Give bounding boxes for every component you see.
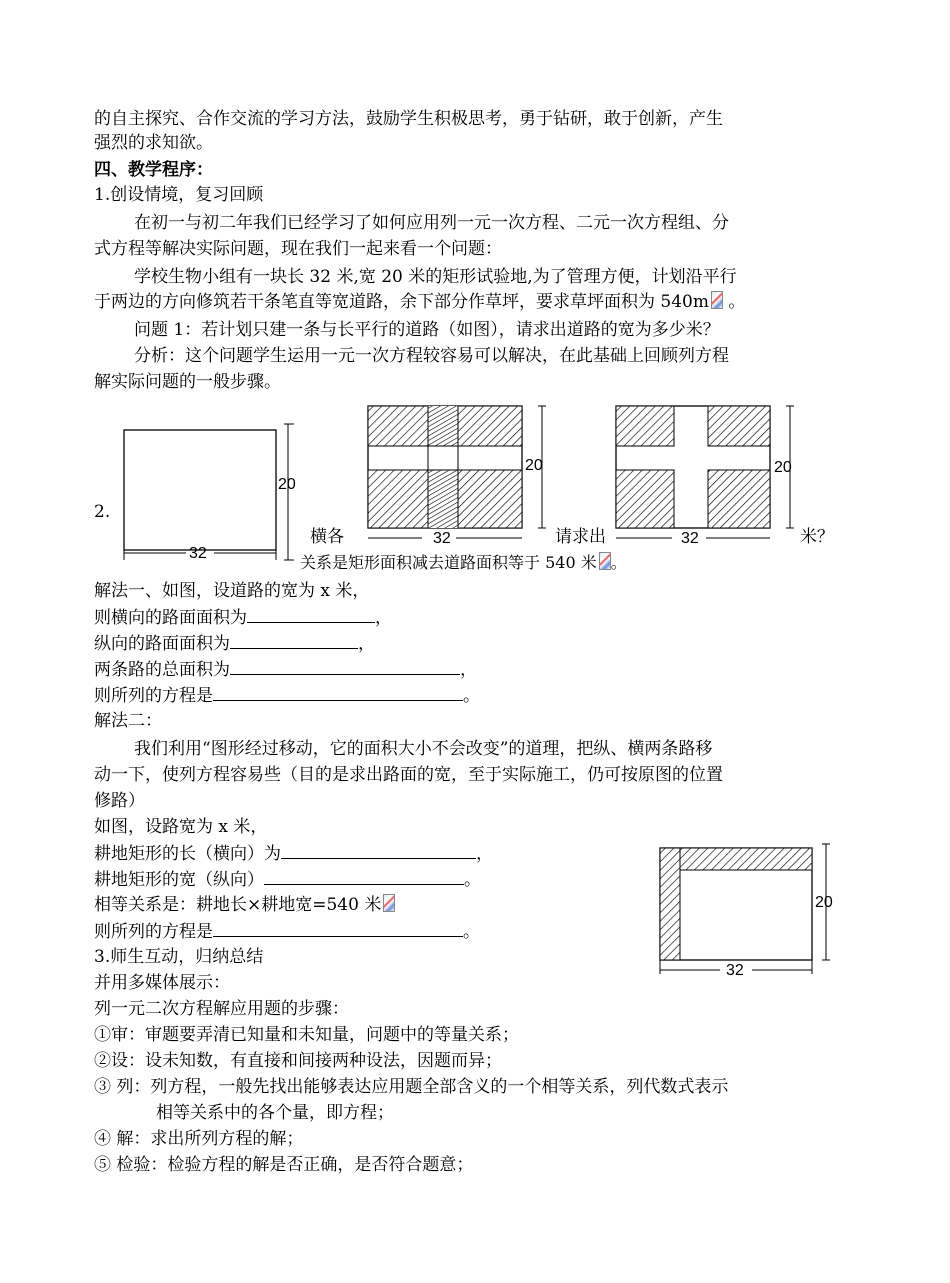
equation-object-icon bbox=[711, 291, 723, 309]
equation-object-icon bbox=[383, 894, 395, 912]
fill-blank-line: 则横向的路面面积为 ， bbox=[94, 605, 392, 630]
text-fragment: 请求出 bbox=[555, 527, 606, 547]
fill-blank-line: 纵向的路面面积为 ， bbox=[94, 631, 375, 656]
paragraph-line: 于两边的方向修筑若干条笔直等宽道路，余下部分作草坪，要求草坪面积为 540m 。 bbox=[94, 292, 746, 312]
paragraph-line: 列一元二次方程解应用题的步骤： bbox=[94, 999, 349, 1019]
fill-blank-line: 则所列的方程是 。 bbox=[94, 919, 480, 944]
text-fragment: 横各 bbox=[310, 527, 344, 547]
paragraph-line: 的自主探究、合作交流的学习方法，鼓励学生积极思考，勇于钻研，敢于创新，产生 bbox=[94, 109, 723, 129]
width-label: 32 bbox=[189, 545, 207, 562]
step-item: ④ 解：求出所列方程的解； bbox=[94, 1129, 304, 1149]
fill-blank-line: 耕地矩形的宽（纵向） 。 bbox=[94, 867, 481, 892]
fill-blank-line: 两条路的总面积为 ， bbox=[94, 657, 477, 682]
answer-blank[interactable] bbox=[213, 683, 463, 701]
equation-object-icon bbox=[599, 552, 611, 570]
width-label: 32 bbox=[433, 530, 451, 547]
subsection-title: 1.创设情境，复习回顾 bbox=[94, 185, 264, 205]
paragraph-line: 式方程等解决实际问题，现在我们一起来看一个问题： bbox=[94, 239, 502, 259]
paragraph-line: 修路） bbox=[94, 791, 145, 811]
height-label: 20 bbox=[278, 476, 296, 493]
method-title: 解法一、如图，设道路的宽为 x 米， bbox=[94, 581, 370, 601]
section-heading: 四、教学程序： bbox=[94, 160, 213, 180]
step-item: ③ 列：列方程，一般先找出能够表达应用题全部含义的一个相等关系，列代数式表示 bbox=[94, 1077, 729, 1097]
paragraph-line: 并用多媒体展示： bbox=[94, 973, 230, 993]
answer-blank[interactable] bbox=[213, 919, 463, 937]
width-label: 32 bbox=[681, 530, 699, 547]
question-line: 问题 1：若计划只建一条与长平行的道路（如图），请求出道路的宽为多少米？ bbox=[134, 320, 720, 340]
item-number: 2. bbox=[94, 502, 111, 522]
height-label: 20 bbox=[774, 459, 792, 476]
step-item: ⑤ 检验：检验方程的解是否正确，是否符合题意； bbox=[94, 1155, 474, 1175]
figure-plain-rectangle bbox=[118, 420, 308, 570]
fill-blank-line: 耕地矩形的长（横向）为 ， bbox=[94, 841, 493, 866]
paragraph-line: 动一下，使列方程容易些（目的是求出路面的宽，至于实际施工，仍可按原图的位置 bbox=[94, 765, 723, 785]
paragraph-line: 在初一与初二年我们已经学习了如何应用列一元一次方程、二元一次方程组、分 bbox=[134, 213, 729, 233]
height-label: 20 bbox=[815, 894, 833, 911]
paragraph-line: 分析：这个问题学生运用一元一次方程较容易可以解决，在此基础上回顾列方程 bbox=[134, 346, 729, 366]
step-item: ②设：设未知数，有直接和间接两种设法，因题而异； bbox=[94, 1051, 502, 1071]
step-item: ①审：审题要弄清已知量和未知量，问题中的等量关系； bbox=[94, 1025, 519, 1045]
subsection-title: 3.师生互动，归纳总结 bbox=[94, 947, 264, 967]
figure-moved-roads bbox=[654, 842, 844, 982]
text-fragment: 米？ bbox=[800, 527, 834, 547]
figure-cross-roads bbox=[610, 400, 810, 550]
method-title: 解法二： bbox=[94, 711, 162, 731]
height-label: 20 bbox=[525, 457, 543, 474]
answer-blank[interactable] bbox=[281, 841, 476, 859]
answer-blank[interactable] bbox=[230, 657, 460, 675]
paragraph-line: 解实际问题的一般步骤。 bbox=[94, 372, 281, 392]
fill-blank-line: 则所列的方程是 。 bbox=[94, 683, 480, 708]
step-item-continuation: 相等关系中的各个量，即方程； bbox=[156, 1103, 394, 1123]
answer-blank[interactable] bbox=[247, 605, 375, 623]
paragraph-line: 学校生物小组有一块长 32 米,宽 20 米的矩形试验地,为了管理方便，计划沿平行 bbox=[134, 267, 737, 287]
paragraph-line: 相等关系是：耕地长×耕地宽=540 米 bbox=[94, 893, 395, 917]
paragraph-line: 强烈的求知欲。 bbox=[94, 133, 213, 153]
width-label: 32 bbox=[726, 962, 744, 979]
paragraph-line: 我们利用“图形经过移动，它的面积大小不会改变”的道理，把纵、横两条路移 bbox=[134, 739, 713, 759]
figure-two-roads bbox=[362, 400, 562, 550]
answer-blank[interactable] bbox=[230, 631, 358, 649]
answer-blank[interactable] bbox=[264, 867, 464, 885]
paragraph-line: 如图，设路宽为 x 米， bbox=[94, 817, 268, 837]
text-fragment: 关系是矩形面积减去道路面积等于 540 米 。 bbox=[300, 553, 627, 572]
